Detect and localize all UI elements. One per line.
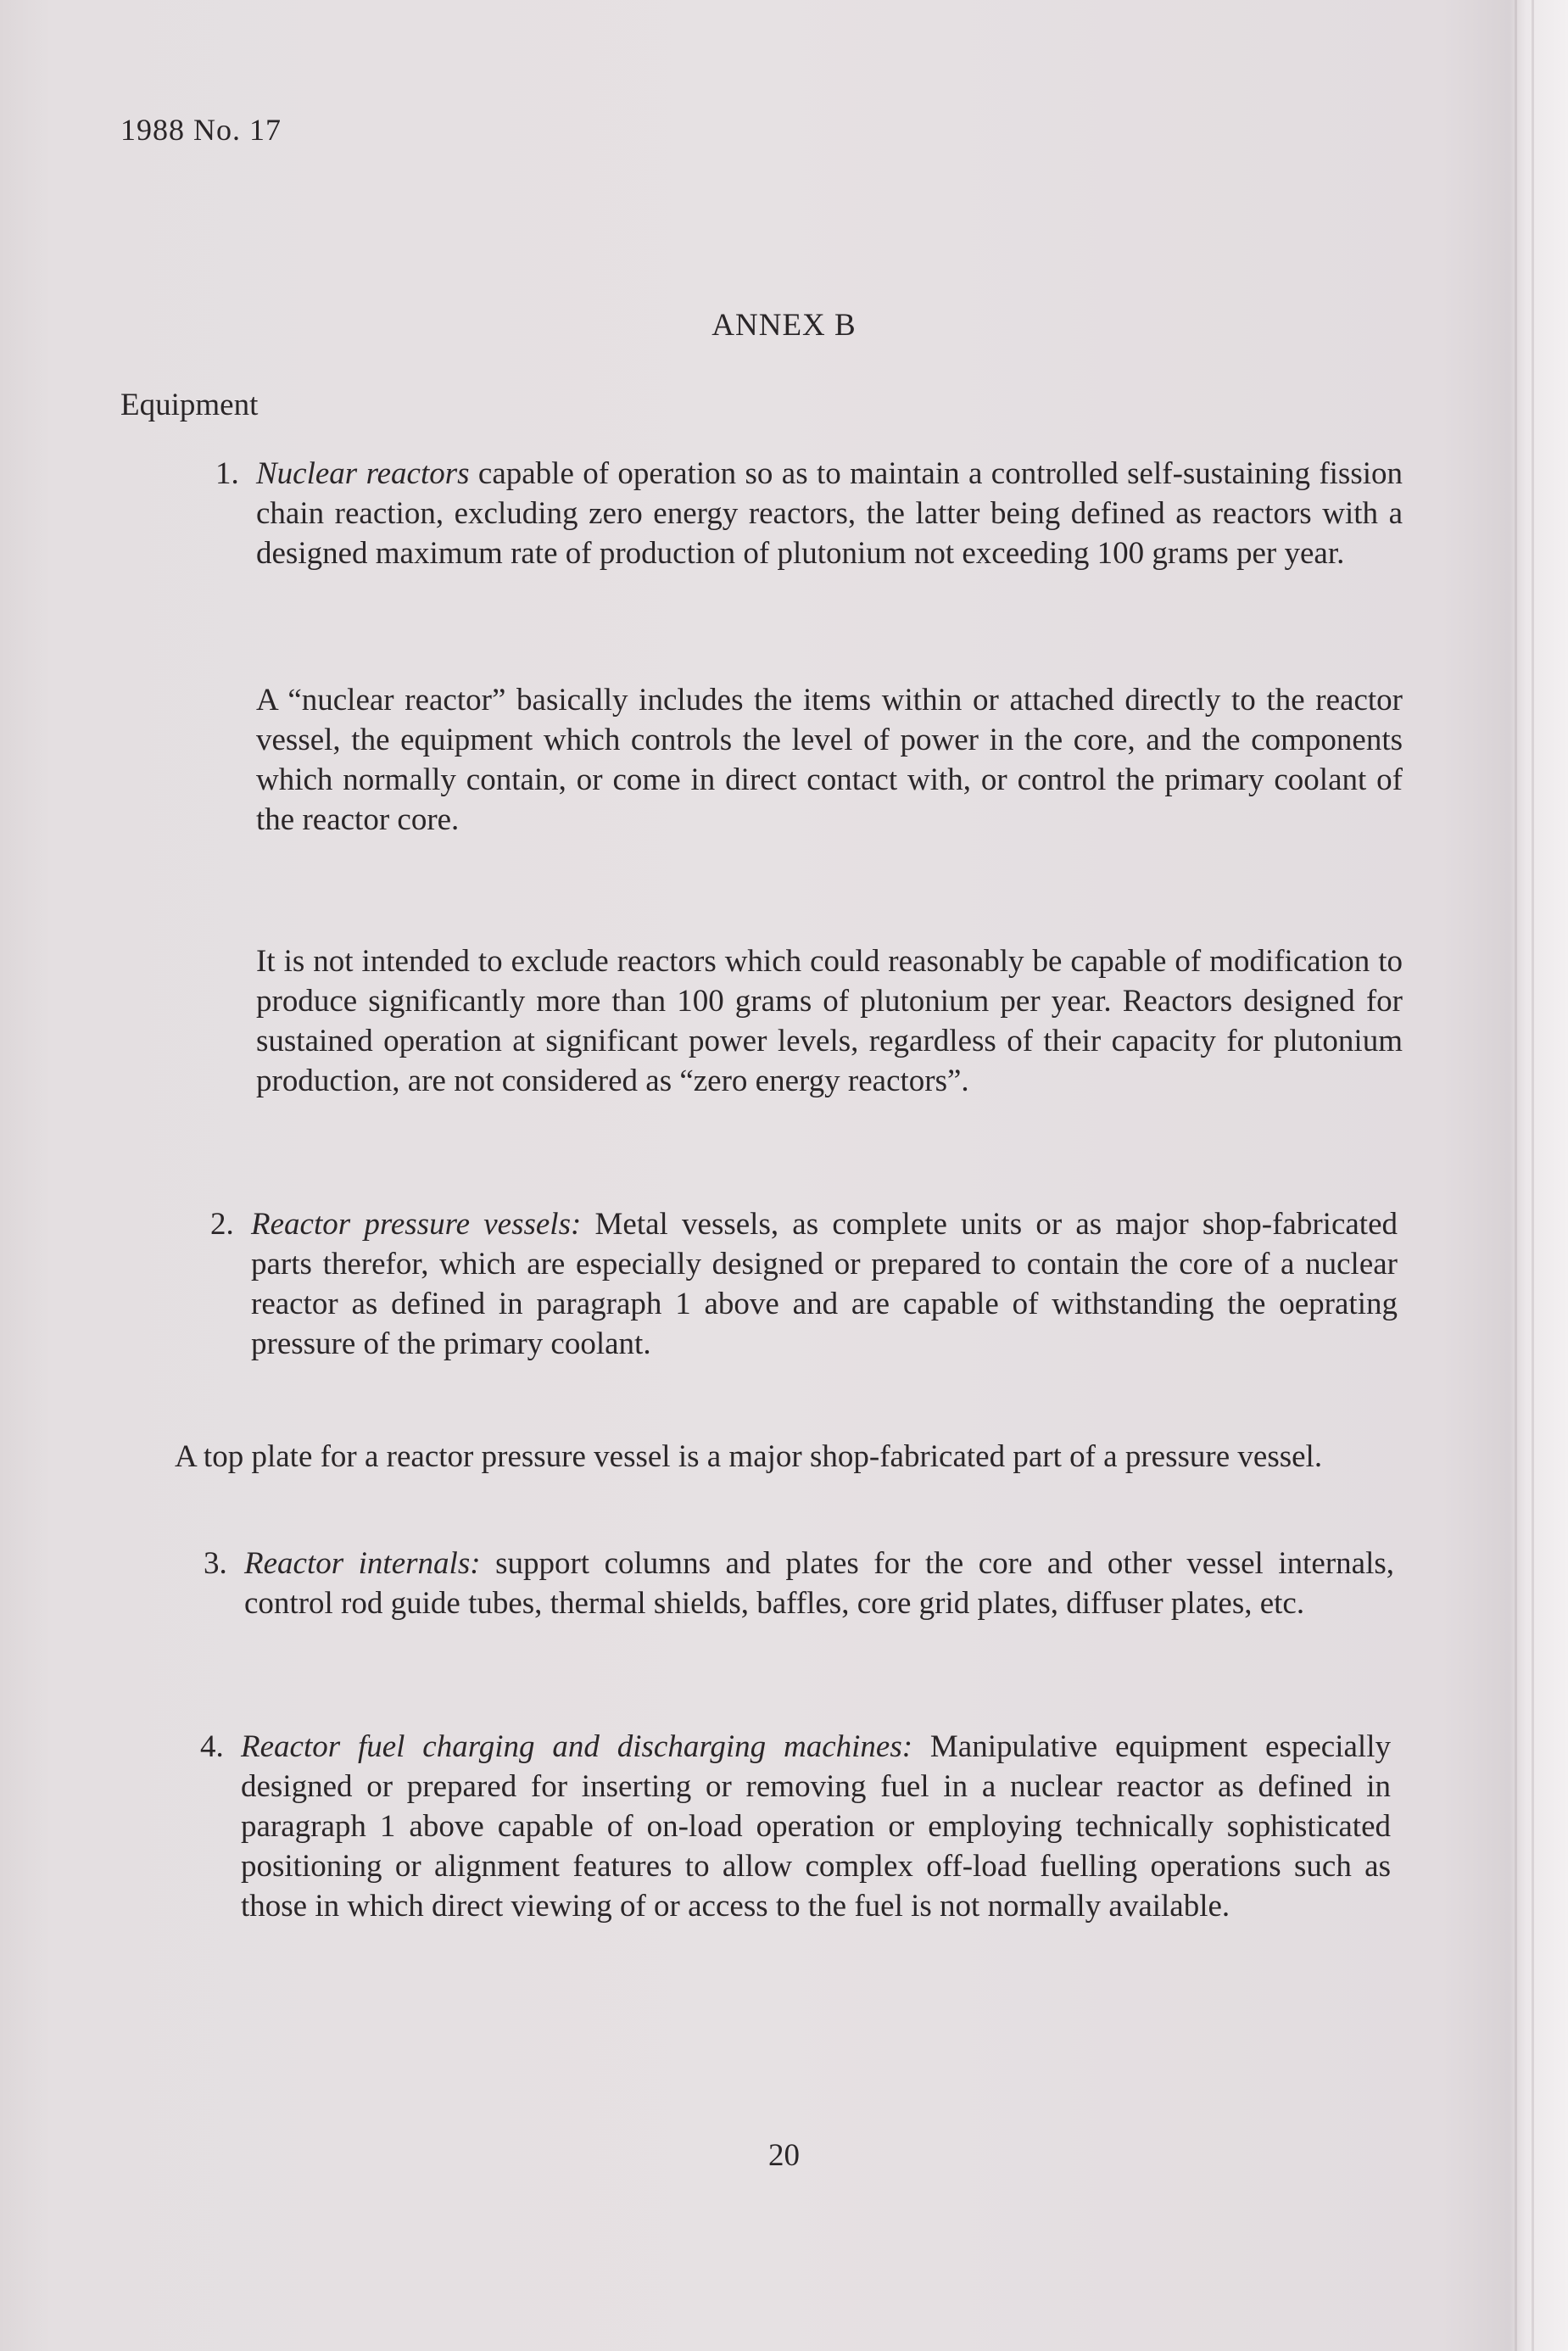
item-2-paragraph: [210, 1204, 1398, 1364]
page-number: 20: [768, 2138, 800, 2173]
item-1-paragraph: [215, 454, 1403, 573]
item-3-paragraph: [204, 1544, 1395, 1623]
top-plate-note: A top plate for a reactor pressure vessel is a major shop-fabricated part of a pressure vessel.: [175, 1439, 1323, 1474]
page-edge: [1532, 0, 1534, 2351]
item-title: Reactor fuel charging and discharging machines:: [241, 1729, 913, 1764]
item-text: support columns and plates for the core and other vessel internals, control rod guide tubes, thermal shields, baffles, core grid plates, diffuser plates, etc.: [244, 1546, 1395, 1621]
item-number: 4.: [200, 1729, 224, 1764]
document-reference: 1988 No. 17: [120, 113, 282, 147]
item-text: Metal vessels, as complete units or as major shop-fabricated parts therefor, which are especially designed or prepared to contain the core of a nuclear reactor as defined in paragraph 1 above and are capable of withstanding the oeprating pressure of the primary coolant.: [251, 1207, 1398, 1361]
annex-title: ANNEX B: [711, 308, 857, 343]
item-4-paragraph: [200, 1727, 1391, 1926]
zero-energy-note: It is not intended to exclude reactors which could reasonably be capable of modification to produce significantly more than 100 grams of plutonium per year. Reactors designed for sustained operation at significant power levels, regardless of their capacity for plutonium production, are not considered as “zero energy reactors”.: [256, 944, 1403, 1098]
item-number: 1.: [215, 456, 239, 491]
item-text: Manipulative equipment especially designed or prepared for inserting or removing fuel in a nuclear reactor as defined in paragraph 1 above capable of on-load operation or employing technically sophisticated positioning or alignment features to allow complex off-load fuelling operations such as those in which direct viewing of or access to the fuel is not normally available.: [241, 1729, 1391, 1924]
item-title: Nuclear reactors: [256, 456, 470, 491]
reactor-definition-note: A “nuclear reactor” basically includes the items within or attached directly to the reactor vessel, the equipment which controls the level of power in the core, and the components which normally contain, or come in direct contact with, or control the primary coolant of the reactor core.: [256, 683, 1403, 837]
item-number: 2.: [210, 1207, 234, 1242]
page-edge: [1515, 0, 1517, 2351]
item-title: Reactor pressure vessels:: [251, 1207, 582, 1242]
item-number: 3.: [204, 1546, 227, 1581]
section-label: Equipment: [120, 388, 259, 422]
item-text: capable of operation so as to maintain a controlled self-sustaining fission chain reaction, excluding zero energy reactors, the latter being defined as reactors with a designed maximum rate of production of plutonium not exceeding 100 grams per year.: [256, 456, 1403, 571]
item-title: Reactor internals:: [244, 1546, 481, 1581]
